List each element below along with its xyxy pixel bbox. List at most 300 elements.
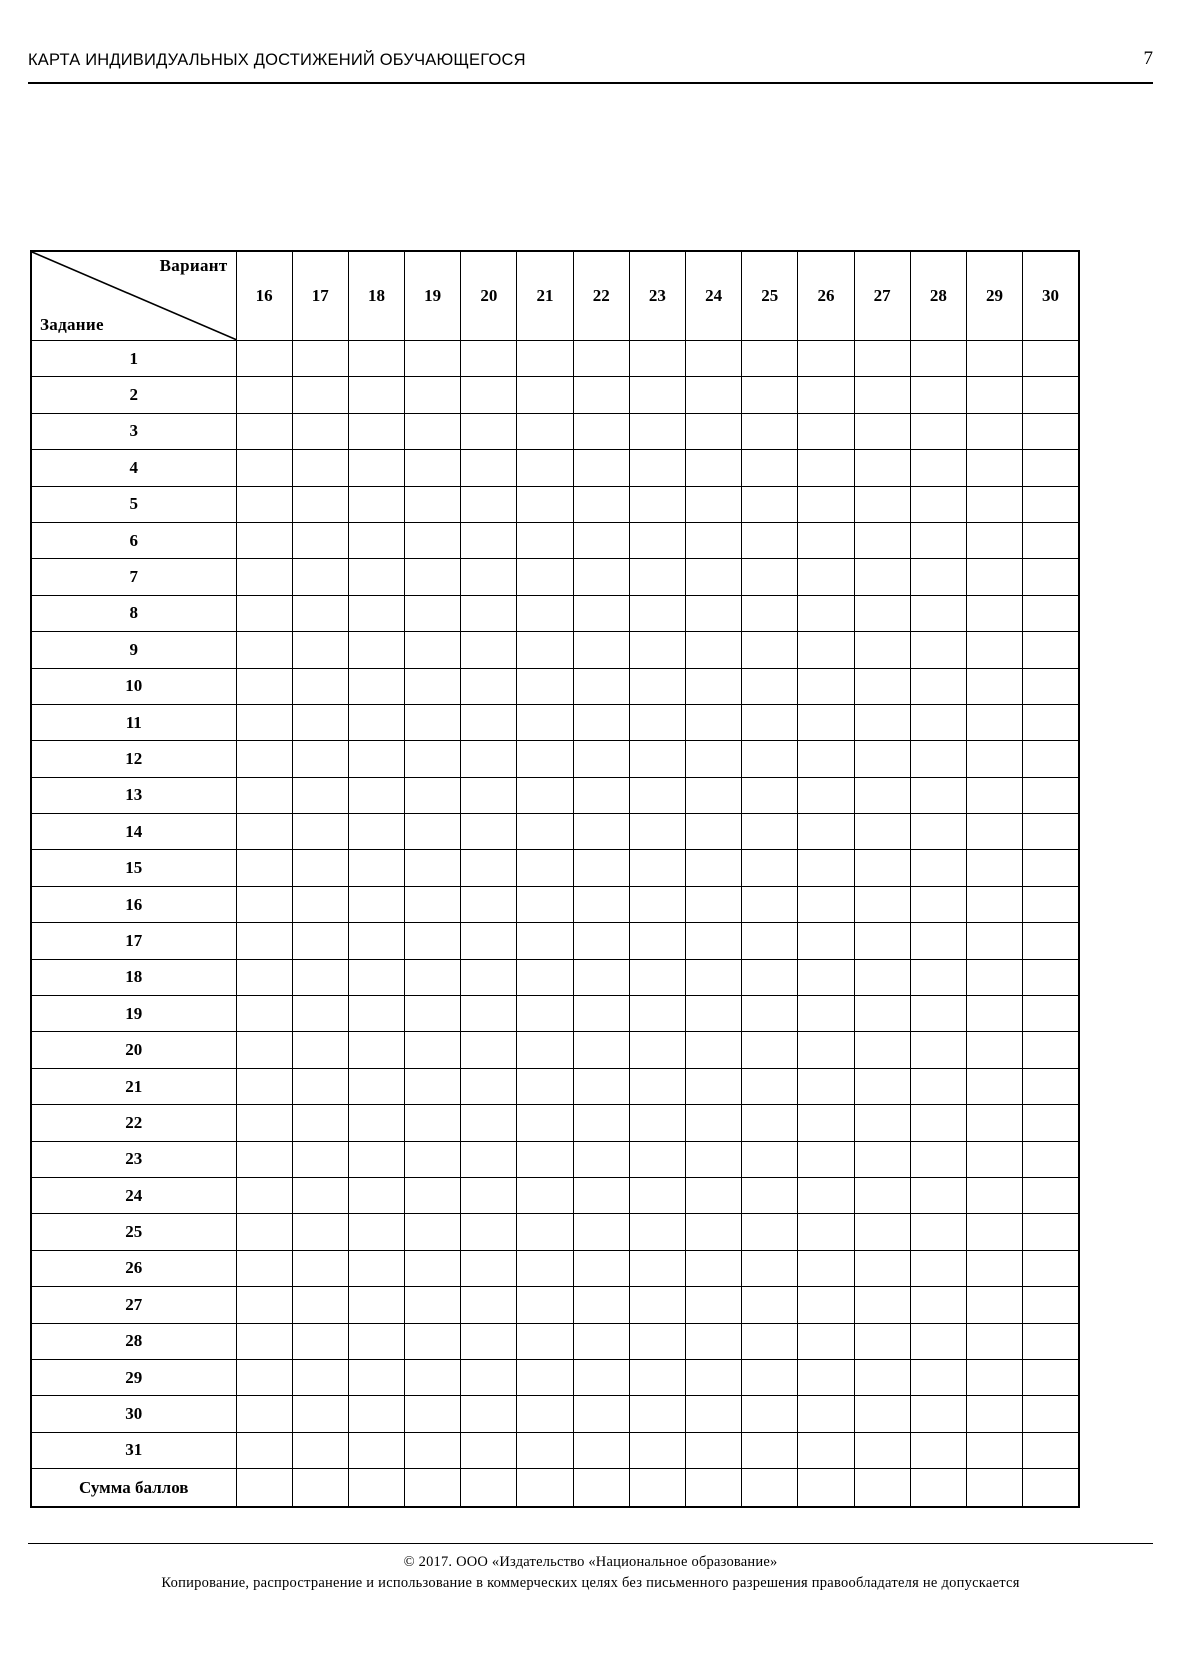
score-cell[interactable] xyxy=(1023,1105,1079,1141)
score-cell[interactable] xyxy=(405,777,461,813)
score-cell[interactable] xyxy=(292,377,348,413)
score-cell[interactable] xyxy=(461,522,517,558)
score-cell[interactable] xyxy=(910,959,966,995)
score-cell[interactable] xyxy=(1023,377,1079,413)
score-cell[interactable] xyxy=(573,886,629,922)
score-cell[interactable] xyxy=(292,450,348,486)
score-cell[interactable] xyxy=(348,1141,404,1177)
score-cell[interactable] xyxy=(573,1068,629,1104)
score-cell[interactable] xyxy=(798,1105,854,1141)
summary-cell[interactable] xyxy=(461,1469,517,1508)
score-cell[interactable] xyxy=(517,632,573,668)
score-cell[interactable] xyxy=(348,777,404,813)
score-cell[interactable] xyxy=(742,1432,798,1468)
score-cell[interactable] xyxy=(910,1250,966,1286)
score-cell[interactable] xyxy=(461,595,517,631)
score-cell[interactable] xyxy=(686,959,742,995)
score-cell[interactable] xyxy=(1023,1432,1079,1468)
score-cell[interactable] xyxy=(686,741,742,777)
score-cell[interactable] xyxy=(798,1214,854,1250)
score-cell[interactable] xyxy=(910,486,966,522)
score-cell[interactable] xyxy=(854,1359,910,1395)
score-cell[interactable] xyxy=(236,632,292,668)
score-cell[interactable] xyxy=(854,559,910,595)
score-cell[interactable] xyxy=(854,996,910,1032)
score-cell[interactable] xyxy=(854,595,910,631)
score-cell[interactable] xyxy=(517,668,573,704)
score-cell[interactable] xyxy=(629,1105,685,1141)
score-cell[interactable] xyxy=(1023,1141,1079,1177)
score-cell[interactable] xyxy=(1023,1177,1079,1213)
score-cell[interactable] xyxy=(1023,450,1079,486)
score-cell[interactable] xyxy=(910,923,966,959)
score-cell[interactable] xyxy=(461,1068,517,1104)
score-cell[interactable] xyxy=(348,741,404,777)
score-cell[interactable] xyxy=(629,886,685,922)
score-cell[interactable] xyxy=(910,1177,966,1213)
score-cell[interactable] xyxy=(405,1432,461,1468)
score-cell[interactable] xyxy=(517,850,573,886)
score-cell[interactable] xyxy=(573,704,629,740)
score-cell[interactable] xyxy=(405,923,461,959)
score-cell[interactable] xyxy=(573,741,629,777)
score-cell[interactable] xyxy=(686,1032,742,1068)
score-cell[interactable] xyxy=(798,1250,854,1286)
score-cell[interactable] xyxy=(798,741,854,777)
summary-cell[interactable] xyxy=(686,1469,742,1508)
score-cell[interactable] xyxy=(292,886,348,922)
score-cell[interactable] xyxy=(910,1359,966,1395)
score-cell[interactable] xyxy=(461,1323,517,1359)
score-cell[interactable] xyxy=(1023,814,1079,850)
score-cell[interactable] xyxy=(348,814,404,850)
score-cell[interactable] xyxy=(292,595,348,631)
score-cell[interactable] xyxy=(236,559,292,595)
score-cell[interactable] xyxy=(686,668,742,704)
score-cell[interactable] xyxy=(629,522,685,558)
summary-cell[interactable] xyxy=(348,1469,404,1508)
score-cell[interactable] xyxy=(854,1250,910,1286)
score-cell[interactable] xyxy=(573,450,629,486)
score-cell[interactable] xyxy=(461,450,517,486)
score-cell[interactable] xyxy=(686,704,742,740)
score-cell[interactable] xyxy=(742,668,798,704)
score-cell[interactable] xyxy=(292,1323,348,1359)
score-cell[interactable] xyxy=(629,632,685,668)
score-cell[interactable] xyxy=(910,1287,966,1323)
score-cell[interactable] xyxy=(798,1068,854,1104)
score-cell[interactable] xyxy=(629,1396,685,1432)
score-cell[interactable] xyxy=(405,1105,461,1141)
score-cell[interactable] xyxy=(854,923,910,959)
score-cell[interactable] xyxy=(798,632,854,668)
score-cell[interactable] xyxy=(798,1287,854,1323)
score-cell[interactable] xyxy=(292,1105,348,1141)
score-cell[interactable] xyxy=(686,341,742,377)
score-cell[interactable] xyxy=(742,522,798,558)
score-cell[interactable] xyxy=(910,1068,966,1104)
score-cell[interactable] xyxy=(854,450,910,486)
score-cell[interactable] xyxy=(348,522,404,558)
score-cell[interactable] xyxy=(798,450,854,486)
score-cell[interactable] xyxy=(348,1214,404,1250)
score-cell[interactable] xyxy=(517,959,573,995)
score-cell[interactable] xyxy=(742,1105,798,1141)
score-cell[interactable] xyxy=(629,1250,685,1286)
score-cell[interactable] xyxy=(292,413,348,449)
score-cell[interactable] xyxy=(910,704,966,740)
score-cell[interactable] xyxy=(405,850,461,886)
score-cell[interactable] xyxy=(292,850,348,886)
score-cell[interactable] xyxy=(405,959,461,995)
summary-cell[interactable] xyxy=(966,1469,1022,1508)
score-cell[interactable] xyxy=(1023,741,1079,777)
score-cell[interactable] xyxy=(742,486,798,522)
score-cell[interactable] xyxy=(910,668,966,704)
score-cell[interactable] xyxy=(461,923,517,959)
score-cell[interactable] xyxy=(742,1032,798,1068)
score-cell[interactable] xyxy=(798,1032,854,1068)
score-cell[interactable] xyxy=(966,741,1022,777)
score-cell[interactable] xyxy=(236,377,292,413)
score-cell[interactable] xyxy=(517,1177,573,1213)
score-cell[interactable] xyxy=(236,1396,292,1432)
score-cell[interactable] xyxy=(910,777,966,813)
score-cell[interactable] xyxy=(629,1323,685,1359)
score-cell[interactable] xyxy=(292,1359,348,1395)
score-cell[interactable] xyxy=(854,486,910,522)
score-cell[interactable] xyxy=(236,668,292,704)
score-cell[interactable] xyxy=(798,1323,854,1359)
score-cell[interactable] xyxy=(629,814,685,850)
score-cell[interactable] xyxy=(292,486,348,522)
score-cell[interactable] xyxy=(517,1068,573,1104)
score-cell[interactable] xyxy=(348,996,404,1032)
score-cell[interactable] xyxy=(742,1250,798,1286)
score-cell[interactable] xyxy=(517,996,573,1032)
score-cell[interactable] xyxy=(573,632,629,668)
score-cell[interactable] xyxy=(517,413,573,449)
score-cell[interactable] xyxy=(348,632,404,668)
score-cell[interactable] xyxy=(966,595,1022,631)
score-cell[interactable] xyxy=(966,1032,1022,1068)
score-cell[interactable] xyxy=(854,1287,910,1323)
summary-cell[interactable] xyxy=(517,1469,573,1508)
score-cell[interactable] xyxy=(461,1214,517,1250)
score-cell[interactable] xyxy=(686,1214,742,1250)
score-cell[interactable] xyxy=(742,1141,798,1177)
score-cell[interactable] xyxy=(742,923,798,959)
score-cell[interactable] xyxy=(629,341,685,377)
summary-cell[interactable] xyxy=(910,1469,966,1508)
score-cell[interactable] xyxy=(405,1214,461,1250)
score-cell[interactable] xyxy=(910,741,966,777)
score-cell[interactable] xyxy=(236,923,292,959)
score-cell[interactable] xyxy=(629,559,685,595)
score-cell[interactable] xyxy=(1023,850,1079,886)
score-cell[interactable] xyxy=(910,1032,966,1068)
score-cell[interactable] xyxy=(461,1105,517,1141)
score-cell[interactable] xyxy=(1023,341,1079,377)
score-cell[interactable] xyxy=(854,668,910,704)
score-cell[interactable] xyxy=(686,1287,742,1323)
score-cell[interactable] xyxy=(348,923,404,959)
score-cell[interactable] xyxy=(629,1177,685,1213)
score-cell[interactable] xyxy=(686,1359,742,1395)
score-cell[interactable] xyxy=(236,450,292,486)
score-cell[interactable] xyxy=(405,413,461,449)
score-cell[interactable] xyxy=(292,923,348,959)
score-cell[interactable] xyxy=(405,559,461,595)
score-cell[interactable] xyxy=(966,341,1022,377)
score-cell[interactable] xyxy=(798,595,854,631)
score-cell[interactable] xyxy=(966,959,1022,995)
score-cell[interactable] xyxy=(348,1105,404,1141)
summary-cell[interactable] xyxy=(292,1469,348,1508)
score-cell[interactable] xyxy=(292,1214,348,1250)
score-cell[interactable] xyxy=(236,1177,292,1213)
score-cell[interactable] xyxy=(461,1359,517,1395)
score-cell[interactable] xyxy=(629,1287,685,1323)
score-cell[interactable] xyxy=(798,522,854,558)
score-cell[interactable] xyxy=(742,341,798,377)
score-cell[interactable] xyxy=(461,1032,517,1068)
score-cell[interactable] xyxy=(292,777,348,813)
score-cell[interactable] xyxy=(910,886,966,922)
score-cell[interactable] xyxy=(1023,1250,1079,1286)
score-cell[interactable] xyxy=(517,741,573,777)
score-cell[interactable] xyxy=(1023,595,1079,631)
score-cell[interactable] xyxy=(517,595,573,631)
score-cell[interactable] xyxy=(236,341,292,377)
score-cell[interactable] xyxy=(405,741,461,777)
score-cell[interactable] xyxy=(292,959,348,995)
score-cell[interactable] xyxy=(854,704,910,740)
score-cell[interactable] xyxy=(854,1323,910,1359)
score-cell[interactable] xyxy=(742,559,798,595)
score-cell[interactable] xyxy=(629,923,685,959)
score-cell[interactable] xyxy=(461,413,517,449)
score-cell[interactable] xyxy=(573,959,629,995)
score-cell[interactable] xyxy=(1023,668,1079,704)
score-cell[interactable] xyxy=(348,450,404,486)
score-cell[interactable] xyxy=(461,632,517,668)
score-cell[interactable] xyxy=(686,595,742,631)
score-cell[interactable] xyxy=(629,996,685,1032)
score-cell[interactable] xyxy=(798,1177,854,1213)
score-cell[interactable] xyxy=(573,1032,629,1068)
score-cell[interactable] xyxy=(854,959,910,995)
score-cell[interactable] xyxy=(292,704,348,740)
score-cell[interactable] xyxy=(236,850,292,886)
score-cell[interactable] xyxy=(236,1141,292,1177)
score-cell[interactable] xyxy=(573,850,629,886)
score-cell[interactable] xyxy=(348,595,404,631)
score-cell[interactable] xyxy=(910,996,966,1032)
score-cell[interactable] xyxy=(854,814,910,850)
score-cell[interactable] xyxy=(1023,996,1079,1032)
score-cell[interactable] xyxy=(966,996,1022,1032)
score-cell[interactable] xyxy=(854,1214,910,1250)
score-cell[interactable] xyxy=(1023,777,1079,813)
score-cell[interactable] xyxy=(854,1105,910,1141)
score-cell[interactable] xyxy=(910,850,966,886)
score-cell[interactable] xyxy=(742,741,798,777)
score-cell[interactable] xyxy=(798,996,854,1032)
score-cell[interactable] xyxy=(573,559,629,595)
score-cell[interactable] xyxy=(629,1432,685,1468)
score-cell[interactable] xyxy=(236,413,292,449)
score-cell[interactable] xyxy=(236,486,292,522)
score-cell[interactable] xyxy=(854,1032,910,1068)
score-cell[interactable] xyxy=(686,777,742,813)
score-cell[interactable] xyxy=(854,522,910,558)
score-cell[interactable] xyxy=(517,704,573,740)
score-cell[interactable] xyxy=(573,413,629,449)
score-cell[interactable] xyxy=(742,1177,798,1213)
score-cell[interactable] xyxy=(629,1068,685,1104)
score-cell[interactable] xyxy=(461,1177,517,1213)
score-cell[interactable] xyxy=(1023,413,1079,449)
score-cell[interactable] xyxy=(742,1323,798,1359)
score-cell[interactable] xyxy=(517,1032,573,1068)
score-cell[interactable] xyxy=(1023,959,1079,995)
score-cell[interactable] xyxy=(742,996,798,1032)
score-cell[interactable] xyxy=(798,341,854,377)
score-cell[interactable] xyxy=(686,886,742,922)
score-cell[interactable] xyxy=(405,1359,461,1395)
score-cell[interactable] xyxy=(966,1250,1022,1286)
score-cell[interactable] xyxy=(461,1141,517,1177)
score-cell[interactable] xyxy=(742,959,798,995)
score-cell[interactable] xyxy=(798,777,854,813)
score-cell[interactable] xyxy=(966,1141,1022,1177)
score-cell[interactable] xyxy=(742,595,798,631)
score-cell[interactable] xyxy=(405,377,461,413)
score-cell[interactable] xyxy=(910,341,966,377)
score-cell[interactable] xyxy=(517,377,573,413)
score-cell[interactable] xyxy=(966,814,1022,850)
score-cell[interactable] xyxy=(573,1359,629,1395)
score-cell[interactable] xyxy=(686,850,742,886)
score-cell[interactable] xyxy=(348,886,404,922)
summary-cell[interactable] xyxy=(798,1469,854,1508)
score-cell[interactable] xyxy=(742,1068,798,1104)
score-cell[interactable] xyxy=(629,1032,685,1068)
score-cell[interactable] xyxy=(461,1432,517,1468)
score-cell[interactable] xyxy=(629,1141,685,1177)
score-cell[interactable] xyxy=(798,814,854,850)
score-cell[interactable] xyxy=(742,886,798,922)
score-cell[interactable] xyxy=(910,632,966,668)
score-cell[interactable] xyxy=(798,704,854,740)
score-cell[interactable] xyxy=(798,486,854,522)
score-cell[interactable] xyxy=(573,1323,629,1359)
score-cell[interactable] xyxy=(686,522,742,558)
score-cell[interactable] xyxy=(854,1141,910,1177)
score-cell[interactable] xyxy=(517,1141,573,1177)
score-cell[interactable] xyxy=(686,1323,742,1359)
score-cell[interactable] xyxy=(910,1396,966,1432)
summary-cell[interactable] xyxy=(405,1469,461,1508)
score-cell[interactable] xyxy=(517,1250,573,1286)
score-cell[interactable] xyxy=(910,450,966,486)
score-cell[interactable] xyxy=(405,1287,461,1323)
score-cell[interactable] xyxy=(686,1396,742,1432)
score-cell[interactable] xyxy=(910,377,966,413)
score-cell[interactable] xyxy=(236,1250,292,1286)
score-cell[interactable] xyxy=(517,1105,573,1141)
score-cell[interactable] xyxy=(966,1287,1022,1323)
score-cell[interactable] xyxy=(966,777,1022,813)
score-cell[interactable] xyxy=(461,377,517,413)
score-cell[interactable] xyxy=(686,559,742,595)
score-cell[interactable] xyxy=(517,559,573,595)
score-cell[interactable] xyxy=(292,559,348,595)
score-cell[interactable] xyxy=(461,996,517,1032)
summary-cell[interactable] xyxy=(1023,1469,1079,1508)
score-cell[interactable] xyxy=(405,1141,461,1177)
score-cell[interactable] xyxy=(292,1068,348,1104)
score-cell[interactable] xyxy=(910,1141,966,1177)
score-cell[interactable] xyxy=(966,1432,1022,1468)
score-cell[interactable] xyxy=(798,1432,854,1468)
score-cell[interactable] xyxy=(1023,486,1079,522)
score-cell[interactable] xyxy=(1023,1287,1079,1323)
score-cell[interactable] xyxy=(629,486,685,522)
score-cell[interactable] xyxy=(686,1432,742,1468)
score-cell[interactable] xyxy=(966,1068,1022,1104)
score-cell[interactable] xyxy=(348,704,404,740)
score-cell[interactable] xyxy=(854,1432,910,1468)
score-cell[interactable] xyxy=(348,486,404,522)
score-cell[interactable] xyxy=(236,1359,292,1395)
score-cell[interactable] xyxy=(292,668,348,704)
score-cell[interactable] xyxy=(573,1105,629,1141)
score-cell[interactable] xyxy=(405,1032,461,1068)
score-cell[interactable] xyxy=(854,377,910,413)
score-cell[interactable] xyxy=(854,741,910,777)
score-cell[interactable] xyxy=(292,1141,348,1177)
score-cell[interactable] xyxy=(405,341,461,377)
score-cell[interactable] xyxy=(461,341,517,377)
score-cell[interactable] xyxy=(292,522,348,558)
score-cell[interactable] xyxy=(517,522,573,558)
score-cell[interactable] xyxy=(686,1068,742,1104)
score-cell[interactable] xyxy=(1023,1214,1079,1250)
score-cell[interactable] xyxy=(517,886,573,922)
score-cell[interactable] xyxy=(405,1177,461,1213)
score-cell[interactable] xyxy=(686,377,742,413)
score-cell[interactable] xyxy=(405,522,461,558)
score-cell[interactable] xyxy=(517,1359,573,1395)
score-cell[interactable] xyxy=(742,1396,798,1432)
score-cell[interactable] xyxy=(292,1396,348,1432)
score-cell[interactable] xyxy=(966,886,1022,922)
score-cell[interactable] xyxy=(742,377,798,413)
score-cell[interactable] xyxy=(348,668,404,704)
score-cell[interactable] xyxy=(629,450,685,486)
score-cell[interactable] xyxy=(573,377,629,413)
score-cell[interactable] xyxy=(629,1214,685,1250)
score-cell[interactable] xyxy=(1023,923,1079,959)
score-cell[interactable] xyxy=(966,850,1022,886)
score-cell[interactable] xyxy=(854,850,910,886)
score-cell[interactable] xyxy=(236,1032,292,1068)
score-cell[interactable] xyxy=(236,1287,292,1323)
score-cell[interactable] xyxy=(236,741,292,777)
score-cell[interactable] xyxy=(1023,704,1079,740)
